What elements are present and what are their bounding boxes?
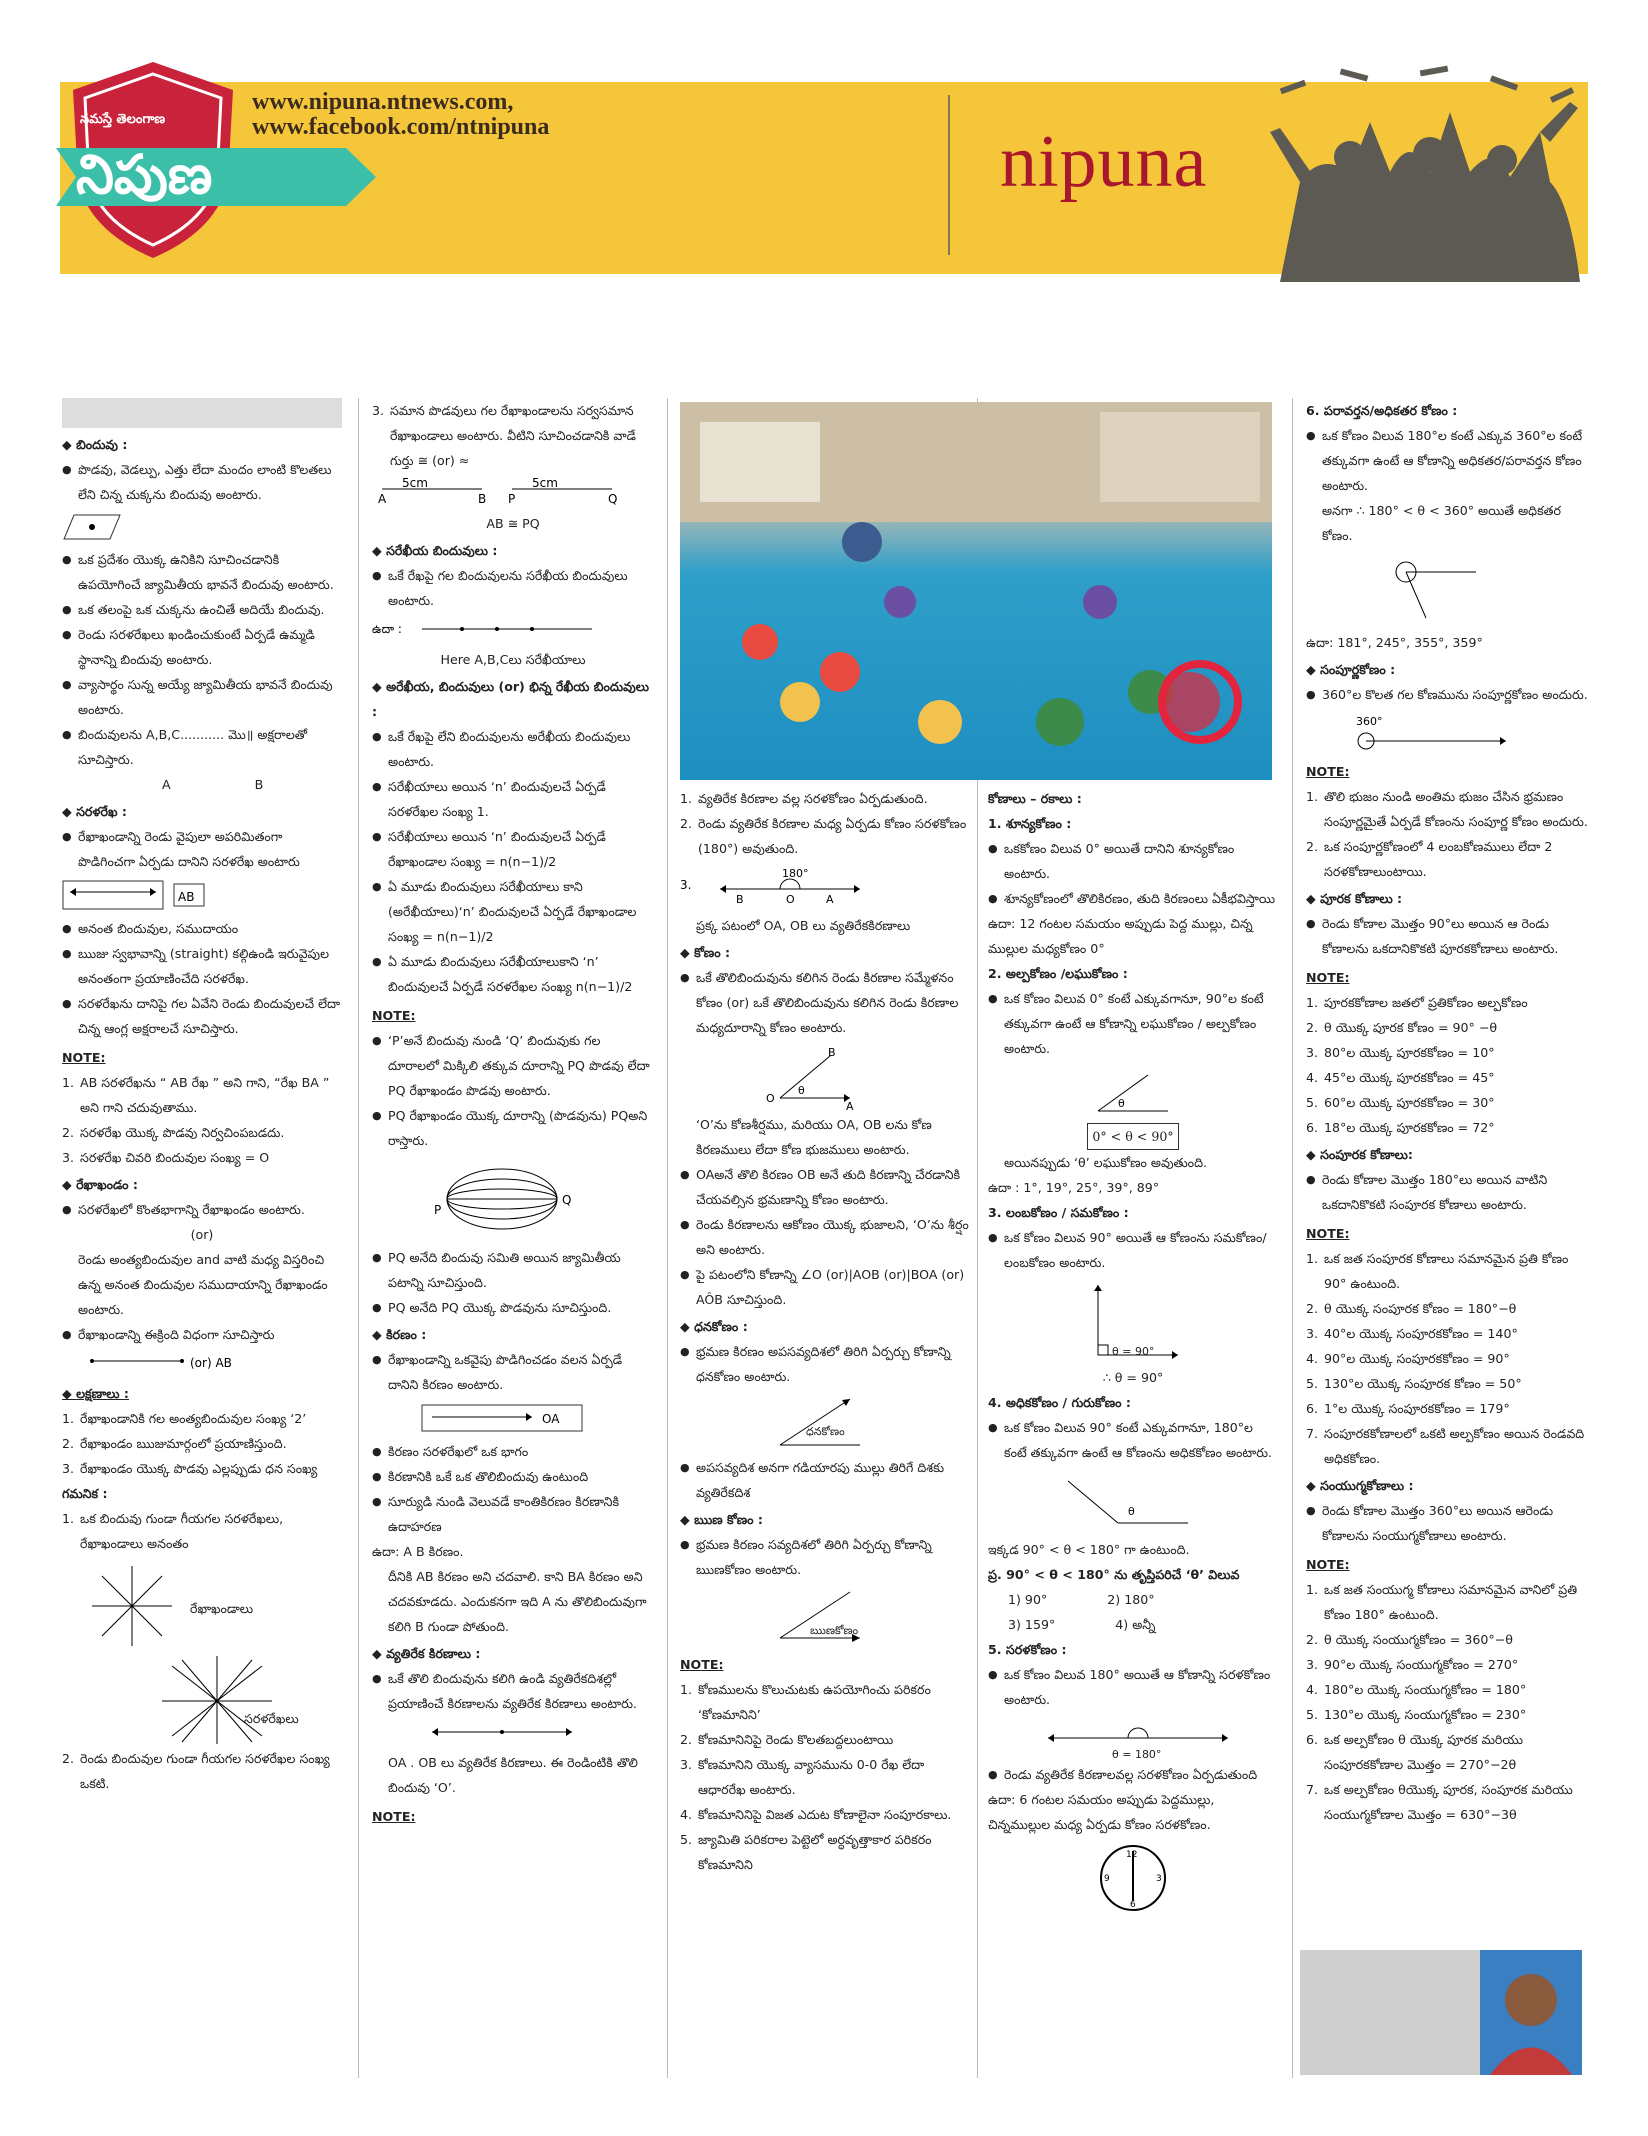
example-text: ∴ θ = 90° (1102, 1370, 1164, 1385)
list-item: 4. 45°ల యొక్క పూరకకోణం = 45° (1306, 1070, 1495, 1085)
segment-figure (62, 1353, 262, 1375)
heading-segment: ◆ రేఖాఖండం : (62, 1172, 342, 1197)
option: 2) 180° (1107, 1592, 1155, 1607)
text-block: ● శూన్యకోణంలో తొలికిరణం, తుది కిరణంలు ఏకీభవిస్తాయి (988, 886, 1278, 911)
list-item: 2. కోణమానినిపై రెండు కొలతబద్దలుంటాయి (680, 1732, 894, 1747)
note-heading: NOTE: (1306, 1226, 1350, 1241)
text-block: ● భ్రమణ కిరణం సవ్యదిశలో తిరిగి ఏర్పర్చు కోణాన్ని ఋణకోణం అంటారు. (680, 1532, 970, 1582)
point-figure (62, 513, 122, 541)
note-heading: NOTE: (1306, 764, 1350, 779)
text-block: ● PQ అనేది బిందువు సమితి అయిన జ్యామితీయ పటాన్ని సూచిస్తుంది. (372, 1245, 654, 1295)
text-block: ● అనంత బిందువుల, సముదాయం (62, 916, 342, 941)
equation: AB ≅ PQ (486, 516, 540, 531)
list-item: 5. 130°ల యొక్క సంయుగ్మకోణం = 230° (1306, 1707, 1527, 1722)
heading-remark: గమనిక : (62, 1486, 108, 1501)
text-block: ● సరేఖీయాలు అయిన ‘n’ బిందువులచే ఏర్పడే రేఖాఖండాల సంఖ్య = n(n−1)/2 (372, 824, 654, 874)
svg-text:Q: Q (562, 1193, 572, 1207)
list-item: 5. 130°ల యొక్క సంపూరక కోణం = 50° (1306, 1376, 1522, 1391)
option: 4) అన్నీ (1115, 1617, 1156, 1632)
author-photo (1300, 1950, 1582, 2075)
svg-text:6: 6 (1130, 1900, 1136, 1910)
question: ప్ర. 90° < θ < 180° ను తృప్తిపరిచే ‘θ’ విలువ (988, 1567, 1240, 1582)
brand-title: nipuna (1000, 121, 1208, 203)
heading-obtuse-angle: 4. అధికకోణం / గురుకోణం : (988, 1395, 1131, 1410)
options-row (988, 1587, 1278, 1612)
reflex-angle-figure (1306, 554, 1586, 624)
author-portrait-image (1300, 1950, 1582, 2075)
text-block: ● 360°ల కొలత గల కోణమును సంపూర్ణకోణం అందురు. (1306, 682, 1588, 707)
example-text: ఉదా: A B కిరణం. (372, 1544, 464, 1559)
svg-text:A: A (826, 893, 834, 906)
column-divider (667, 398, 668, 2078)
text-block: ● భ్రమణ కిరణం అపసవ్యదిశలో తిరిగి ఏర్పర్చు కోణాన్ని ధనకోణం అంటారు. (680, 1339, 970, 1389)
heading-opposite-rays: ◆ వ్యతిరేక కిరణాలు : (372, 1641, 654, 1666)
logo-big-text: నిపుణ (76, 143, 213, 206)
heading-noncollinear: ◆ అరేఖీయ, బిందువులు (or) భిన్న రేఖీయ బిందువులు : (372, 674, 654, 724)
text-block: ● రేఖాఖండాన్ని ఒకవైపు పొడిగించడం వలన ఏర్పడే దానిని కిరణం అంటారు. (372, 1347, 654, 1397)
example-text: ఉదా: 12 గంటల సమయం అప్పుడు పెద్ద ముల్లు, చిన్న ముల్లుల మధ్యకోణం 0° (988, 916, 1253, 956)
list-item: 4. 180°ల యొక్క సంయుగ్మకోణం = 180° (1306, 1682, 1527, 1697)
note-heading: NOTE: (62, 1050, 106, 1065)
list-item: 7. సంపూరకకోణాలలో ఒకటి అల్పకోణం అయిన రెండవది అధికకోణం. (1306, 1426, 1585, 1466)
svg-text:θ: θ (1128, 1505, 1135, 1518)
svg-text:180°: 180° (782, 867, 809, 880)
list-item: 6. 18°ల యొక్క పూరకకోణం = 72° (1306, 1120, 1495, 1135)
text-block: ● పై పటంలోని కోణాన్ని ∠O (or)|AOB (or)|BOA (or) AÔB సూచిస్తుంది. (680, 1262, 970, 1312)
header-divider (948, 95, 950, 255)
svg-text:OA: OA (542, 1412, 560, 1426)
text-block: ● PQ రేఖాఖండం యొక్క దూరాన్ని (పొడవును) PQఅని రాస్తారు. (372, 1103, 654, 1153)
heading-right-angle: 3. లంబకోణం / సమకోణం : (988, 1205, 1129, 1220)
svg-text:θ: θ (798, 1084, 805, 1097)
header-urls (252, 90, 549, 140)
text-block: ● ‘P’అనే బిందువు నుండి ‘Q’ బిందువుకు గల దూరాలలో మిక్కిలి తక్కువ దూరాన్ని PQ పొడవు లేదా PQ రేఖాఖండం పొడవు అంటారు. (372, 1028, 654, 1103)
heading-positive-angle: ◆ ధనకోణం : (680, 1314, 970, 1339)
svg-text:9: 9 (1104, 1874, 1110, 1884)
svg-text:5cm: 5cm (532, 476, 558, 490)
ray-figure (372, 1403, 632, 1433)
list-item: 2. ఒక సంపూర్ణకోణంలో 4 లంబకోణములు లేదా 2 సరళకోణాలుంటాయి. (1306, 839, 1553, 879)
heading-negative-angle: ◆ ఋణ కోణం : (680, 1507, 970, 1532)
text-block: రెండు అంత్యబిందువుల and వాటి మధ్య విస్తరించి ఉన్న అనంత బిందువుల సముదాయాన్ని రేఖాఖండం అంటారు. (78, 1252, 328, 1317)
list-item: 4. కోణమానినిపై విజత ఎదుట కోణాలైనా సంపూరకాలు. (680, 1807, 952, 1822)
example-text: ఉదా: 6 గంటల సమయం అప్పుడు పెద్దముల్లు, చిన్నముల్లుల మధ్య ఏర్పడు కోణం సరళకోణం. (988, 1792, 1215, 1832)
svg-text:A: A (378, 492, 387, 506)
positive-angle-figure (680, 1389, 970, 1455)
list-item: 1. తొలి భుజం నుండి అంతిమ భుజం చేసిన భ్రమణం సంపూర్ణమైతే ఏర్పడే కోణంను సంపూర్ణ కోణం అందురు. (1306, 789, 1588, 829)
text-block: ● అపసవ్యదిశ అనగా గడియారపు ముల్లు తిరిగే దిశకు వ్యతిరేకదిశ (680, 1455, 970, 1505)
text-block: ● ఒక ప్రదేశం యొక్క ఉనికిని సూచించడానికి ఉపయోగించే జ్యామితీయ భావనే బిందువు అంటారు. (62, 547, 342, 597)
svg-text:AB: AB (178, 890, 195, 904)
svg-text:P: P (434, 1203, 442, 1217)
text-block: ప్రక్క పటంలో OA, OB లు వ్యతిరేకకిరణాలు (696, 918, 911, 933)
figure-label: సరళరేఖలు (244, 1711, 299, 1726)
list-item: 3. కోణమానిని యొక్క వ్యాసమును 0-0 రేఖ లేదా ఆధారరేఖ అంటారు. (680, 1757, 925, 1797)
list-item: 1. రేఖాఖండానికి గల అంత్యబిందువుల సంఖ్య ‘2’ (62, 1411, 307, 1426)
heading-properties: ◆ లక్షణాలు : (62, 1381, 342, 1406)
svg-text:B: B (736, 893, 744, 906)
figure-label: రేఖాఖండాలు (190, 1601, 254, 1616)
list-item: 1. ఒక జత సంయుగ్మ కోణాలు సమానమైన వానిలో ప్రతి కోణం 180° ఉంటుంది. (1306, 1582, 1578, 1622)
text-block: ● పొడవు, వెడల్పు, ఎత్తు లేదా మందం లాంటి కొలతలు లేని చిన్న చుక్కను బిందువు అంటారు. (62, 457, 342, 507)
text-block: ఇక్కడ 90° < θ < 180° గా ఉంటుంది. (988, 1542, 1190, 1557)
heading-zero-angle: 1. శూన్యకోణం : (988, 816, 1072, 831)
text-block: ● ఒక కోణం విలువ 90° అయితే ఆ కోణంను సమకోణం/లంబకోణం అంటారు. (988, 1225, 1278, 1275)
example-text: ఉదా : 1°, 19°, 25°, 39°, 89° (988, 1180, 1160, 1195)
right-angle-figure (988, 1275, 1278, 1365)
text-block: ● రెండు కోణాల మొత్తం 90°లు అయిన ఆ రెండు కోణాలను ఒకదానికొకటి పూరకకోణాలు అంటారు. (1306, 911, 1588, 961)
text-block: ● ఒక కోణం విలువ 0° కంటే ఎక్కువగానూ, 90°ల కంటే తక్కువగా ఉంటే ఆ కోణాన్ని లఘుకోణం / అల్పకోణం అంటారు. (988, 986, 1278, 1061)
text-block: ● కిరణానికి ఒకే ఒక తొలిబిందువు ఉంటుంది (372, 1464, 654, 1489)
list-item: 2. θ యొక్క పూరక కోణం = 90° −θ (1306, 1020, 1498, 1035)
graduates-silhouette-icon (1240, 62, 1600, 282)
example-text: Here A,B,Cలు సరేఖీయాలు (440, 652, 586, 667)
text-block: ● రెండు సరళరేఖలు ఖండించుకుంటే ఏర్పడే ఉమ్మడి స్థానాన్ని బిందువు అంటారు. (62, 622, 342, 672)
straight-angle-figure (680, 867, 970, 907)
or-text: (or) (190, 1227, 214, 1242)
note-heading: NOTE: (1306, 970, 1350, 985)
svg-text:(or) AB: (or) AB (190, 1356, 232, 1370)
option: 1) 90° (1008, 1592, 1048, 1607)
note-heading: NOTE: (372, 1809, 416, 1824)
text-block: ● ఋజు స్వభావాన్ని (straight) కల్గిఉండి ఇరువైపుల అనంతంగా ప్రయాణించేది సరళరేఖ. (62, 941, 342, 991)
text-block: ● రేఖాఖండాన్ని రెండు వైపులా అపరిమితంగా పొడిగించగా ఏర్పడు దానిని సరళరేఖ అంటారు (62, 824, 342, 874)
heading-conjugate: ◆ సంయుగ్మకోణాలు : (1306, 1473, 1588, 1498)
full-angle-figure (1306, 713, 1586, 753)
svg-text:A: A (846, 1100, 854, 1113)
list-item: 2. θ యొక్క సంయుగ్మకోణం = 360°−θ (1306, 1632, 1513, 1647)
children-sitting-image (680, 402, 1272, 780)
svg-text:P: P (508, 492, 516, 506)
text-block: ● కిరణం సరళరేఖలో ఒక భాగం (372, 1439, 654, 1464)
text-block: ● ఒకే తొలి బిందువును కలిగి ఉండి వ్యతిరేకదిశల్లో ప్రయాణించే కిరణాలను వ్యతిరేక కిరణాలు అంటారు. (372, 1666, 654, 1716)
list-item: 6. ఒక అల్పకోణం θ యొక్క పూరక మరియు సంపూరకకోణాల మొత్తం = 270°−2θ (1306, 1732, 1523, 1772)
straight-angle-figure (988, 1712, 1278, 1762)
list-item: 3. 90°ల యొక్క సంయుగ్మకోణం = 270° (1306, 1657, 1519, 1672)
text-block: ● ఒకే తొలిబిందువును కలిగిన రెండు కిరణాల సమ్మేళనం కోణం (or) ఒకే తొలిబిందువును కలిగిన రెండు కిరణాల మధ్యదూరాన్ని కోణం అంటారు. (680, 965, 970, 1040)
column-5 (1306, 398, 1588, 1827)
acute-angle-figure (988, 1067, 1278, 1117)
svg-text:ఉదా :: ఉదా : (372, 622, 402, 636)
text-block: ● ఒక కోణం విలువ 90° కంటే ఎక్కువగానూ, 180°ల కంటే తక్కువగా ఉంటే ఆ కోణంను అధికకోణం అంటారు. (988, 1415, 1278, 1465)
list-item: 3. రేఖాఖండం యొక్క పొడవు ఎల్లప్పుడు ధన సంఖ్య (62, 1461, 318, 1476)
column-1 (62, 398, 342, 1796)
list-item: 3. సరళరేఖ చివరి బిందువుల సంఖ్య = O (62, 1150, 270, 1165)
note-heading: NOTE: (680, 1657, 724, 1672)
column-2 (372, 398, 654, 1829)
text-block: ● ఒకే రేఖపై గల బిందువులను సరేఖీయ బిందువులు అంటారు. (372, 563, 654, 613)
list-item: 1. కోణములను కొలుచుటకు ఉపయోగించు పరికరం ‘కోణమానిని’ (680, 1682, 931, 1722)
text-block: ● ఒక కోణం విలువ 180°ల కంటే ఎక్కువ 360°ల కంటే తక్కువగా ఉంటే ఆ కోణాన్ని అధికతర/పరావర్తన కోణం అంటారు. (1306, 423, 1588, 498)
svg-text:3.: 3. (680, 878, 692, 892)
url-facebook[interactable]: www.facebook.com/ntnipuna (252, 114, 550, 140)
list-item: 2. రెండు బిందువుల గుండా గీయగల సరళరేఖల సంఖ్య ఒకటి. (62, 1751, 330, 1791)
heading-ray: ◆ కిరణం : (372, 1322, 654, 1347)
heading-line: ◆ సరళరేఖ : (62, 799, 342, 824)
complementary-list (1306, 990, 1588, 1140)
list-item: 2. θ యొక్క సంపూరక కోణం = 180°−θ (1306, 1301, 1517, 1316)
figure-label: ఋణకోణం (810, 1624, 859, 1637)
clock-icon (988, 1843, 1278, 1913)
list-item: 1. వ్యతిరేక కిరణాల వల్ల సరళకోణం ఏర్పడుతుంది. (680, 791, 928, 806)
text-block: ● రేఖాఖండాన్ని ఈక్రింది విధంగా సూచిస్తారు (62, 1322, 342, 1347)
list-item: 2. రెండు వ్యతిరేక కిరణాల మధ్య ఏర్పడు కోణం సరళకోణం (180°) అవుతుంది. (680, 816, 967, 856)
obtuse-angle-figure (988, 1471, 1278, 1531)
heading-reflex-angle: 6. పరావర్తన/అధికతర కోణం : (1306, 403, 1458, 418)
negative-angle-figure (680, 1582, 970, 1648)
star-lines-icon (62, 1556, 342, 1746)
text-block: ● వ్యాసార్థం సున్న అయ్యే జ్యామితీయ భావనే బిందువు అంటారు. (62, 672, 342, 722)
column-divider (1292, 398, 1293, 2078)
heading-full-angle: ◆ సంపూర్ణకోణం : (1306, 657, 1588, 682)
figure-label: ధనకోణం (806, 1425, 845, 1438)
text-block: ● సరేఖీయాలు అయిన ‘n’ బిందువులచే ఏర్పడే సరళరేఖల సంఖ్య 1. (372, 774, 654, 824)
text-block: ● ఒక కోణం విలువ 180° అయితే ఆ కోణాన్ని సరళకోణం అంటారు. (988, 1662, 1278, 1712)
line-figure (62, 880, 222, 910)
column-divider (358, 398, 359, 2078)
svg-text:O: O (766, 1092, 775, 1105)
text-block: ● PQ అనేది PQ యొక్క పొడవును సూచిస్తుంది. (372, 1295, 654, 1320)
text-block: ● OAఅనే తొలి కిరణం OB అనే తుది కిరణాన్ని చేరడానికి చేయవల్సిన భ్రమణాన్ని కోణం అంటారు. (680, 1162, 970, 1212)
classroom-photo (680, 402, 1272, 780)
text-block: ● రెండు కిరణాలను ఆకోణం యొక్క భుజాలని, ‘O’ను శీర్షం అని అంటారు. (680, 1212, 970, 1262)
list-item: 2. సరళరేఖ యొక్క పొడవు నిర్వచింపబడదు. (62, 1125, 285, 1140)
text-block: ● సరళరేఖలో కొంతభాగాన్ని రేఖాఖండం అంటారు. (62, 1197, 342, 1222)
note-heading: NOTE: (1306, 1557, 1350, 1572)
list-item: 6. 1°ల యొక్క సంపూరకకోణం = 179° (1306, 1401, 1510, 1416)
svg-text:θ: θ (1118, 1097, 1125, 1110)
list-item: 1. AB సరళరేఖను “ AB రేఖ ” అని గాని, “రేఖ BA ” అని గాని చదువుతాము. (62, 1075, 330, 1115)
text-block: OA . OB లు వ్యతిరేక కిరణాలు. ఈ రెండింటికి తొలి బిందువు ‘O’. (388, 1755, 638, 1795)
text-block: ● సూర్యుడి నుండి వెలువడే కాంతికిరణం కిరణానికి ఉదాహరణ (372, 1489, 654, 1539)
text-block: దీనికి AB కిరణం అని చదవాలి. కాని BA కిరణం అని చదవకూడదు. ఎందుకనగా ఇది A ను తొలిబిందువుగా కలిగి B గుండా పోతుంది. (388, 1569, 647, 1634)
section-header-bar (62, 398, 342, 428)
svg-text:B: B (478, 492, 487, 506)
svg-text:5cm: 5cm (402, 476, 428, 490)
list-item: 1. ఒక జత సంపూరక కోణాలు సమానమైన ప్రతి కోణం 90° ఉంటుంది. (1306, 1251, 1569, 1291)
svg-text:B: B (828, 1046, 836, 1059)
text-block: ● ఒక తలంపై ఒక చుక్కను ఉంచితే అదియే బిందువు. (62, 597, 342, 622)
label-ab: A B (162, 777, 304, 792)
inequality-box: 0° < θ < 90° (1087, 1123, 1178, 1150)
heading-point: ◆ బిందువు : (62, 432, 342, 457)
column-4 (988, 786, 1278, 1919)
list-item: 3. 40°ల యొక్క సంపూరకకోణం = 140° (1306, 1326, 1518, 1341)
options-row (988, 1612, 1278, 1637)
opposite-rays-figure (372, 1722, 632, 1744)
list-item: 7. ఒక అల్పకోణం θయొక్క పూరక, సంపూరక మరియు సంయుగ్మకోణాల మొత్తం = 630°−3θ (1306, 1782, 1573, 1822)
option: 3) 159° (1008, 1617, 1056, 1632)
collinear-figure (372, 619, 632, 641)
congruent-segments-figure (372, 476, 632, 506)
list-item: 5. 60°ల యొక్క పూరకకోణం = 30° (1306, 1095, 1495, 1110)
heading-angle: ◆ కోణం : (680, 940, 970, 965)
text-block: ● ఒకే రేఖపై లేని బిందువులను అరేఖీయ బిందువులు అంటారు. (372, 724, 654, 774)
column-3 (680, 786, 970, 1877)
example-text: ఉదా: 181°, 245°, 355°, 359° (1306, 635, 1483, 650)
svg-text:12: 12 (1126, 1850, 1138, 1860)
text-block: ● సరళరేఖను దానిపై గల ఏవేని రెండు బిందువులచే లేదా చిన్న ఆంగ్ల అక్షరాలచే సూచిస్తారు. (62, 991, 342, 1041)
conjugate-list (1306, 1577, 1588, 1827)
svg-text:O: O (786, 893, 795, 906)
text-block: ● ఏ మూడు బిందువులు సరేఖీయాలు కాని (అరేఖీయాలు)‘n’ బిందువులచే ఏర్పడే రేఖాఖండాల సంఖ్య = n(n−1)/2 (372, 874, 654, 949)
svg-text:360°: 360° (1356, 715, 1383, 728)
list-item: 1. పూరకకోణాల జతలో ప్రతికోణం అల్పకోణం (1306, 995, 1528, 1010)
supplementary-list (1306, 1246, 1588, 1471)
text-block: ● రెండు కోణాల మొత్తం 180°లు అయిన వాటిని ఒకదానికొకటి సంపూరక కోణాలు అంటారు. (1306, 1167, 1588, 1217)
text-block: ● ఒకకోణం విలువ 0° అయితే దానిని శూన్యకోణం అంటారు. (988, 836, 1278, 886)
logo-small-text: నమస్తే తెలంగాణ (80, 112, 166, 127)
lines-figure (62, 1556, 342, 1746)
text-block: ‘O’ను కోణశీర్షము, మరియు OA, OB లను కోణ కిరణములు లేదా కోణ భుజములు అంటారు. (696, 1117, 932, 1157)
heading-collinear: ◆ సరేఖీయ బిందువులు : (372, 538, 654, 563)
list-item: 2. రేఖాఖండం ఋజుమార్గంలో ప్రయాణిస్తుంది. (62, 1436, 287, 1451)
text-block: ● ఏ మూడు బిందువులు సరేఖీయాలుకాని ‘n’ బిందువులచే ఏర్పడే సరళరేఖల సంఖ్య n(n−1)/2 (372, 949, 654, 999)
figure-label: θ = 90° (1112, 1345, 1155, 1358)
url-website[interactable]: www.nipuna.ntnews.com, (252, 89, 514, 115)
heading-supplementary: ◆ సంపూరక కోణాలు: (1306, 1142, 1588, 1167)
text-block: ● రెండు వ్యతిరేక కిరణాలవల్ల సరళకోణం ఏర్పడుతుంది (988, 1762, 1278, 1787)
text-block: ● బిందువులను A,B,C........... మొ॥ అక్షరాలతో సూచిస్తారు. (62, 722, 342, 772)
heading-acute-angle: 2. అల్పకోణం /లఘుకోణం : (988, 966, 1128, 981)
heading-complementary: ◆ పూరక కోణాలు : (1306, 886, 1588, 911)
paths-pq-figure (372, 1159, 632, 1239)
note-heading: NOTE: (372, 1008, 416, 1023)
list-item: 3. 80°ల యొక్క పూరకకోణం = 10° (1306, 1045, 1495, 1060)
text-block: అనగా ∴ 180° < θ < 360° అయితే అధికతర కోణం. (1322, 503, 1561, 543)
svg-text:Q: Q (608, 492, 618, 506)
list-item: 5. జ్యామితి పరికరాల పెట్టెలో అర్ధవృత్తాకార పరికరం కోణమానిని (680, 1832, 932, 1872)
list-item: 3. సమాన పొడవులు గల రేఖాఖండాలను సర్వసమాన రేఖాఖండాలు అంటారు. వీటిని సూచించడానికి వాడే గుర్తు ≅ (or) ≈ (372, 403, 636, 468)
list-item: 1. ఒక బిందువు గుండా గీయగల సరళరేఖలు, రేఖాఖండాలు అనంతం (62, 1511, 284, 1551)
heading-angle-types: కోణాలు – రకాలు : (988, 791, 1082, 806)
heading-straight-angle: 5. సరళకోణం : (988, 1642, 1067, 1657)
angle-figure (680, 1046, 970, 1113)
figure-label: θ = 180° (1112, 1748, 1162, 1761)
text-block: ● రెండు కోణాల మొత్తం 360°లు అయిన ఆరెండు కోణాలను సంయుగ్మకోణాలు అంటారు. (1306, 1498, 1588, 1548)
list-item: 4. 90°ల యొక్క సంపూరకకోణం = 90° (1306, 1351, 1510, 1366)
text-block: అయినప్పుడు ‘θ’ లఘుకోణం అవుతుంది. (1004, 1155, 1207, 1170)
svg-text:3: 3 (1156, 1874, 1162, 1884)
